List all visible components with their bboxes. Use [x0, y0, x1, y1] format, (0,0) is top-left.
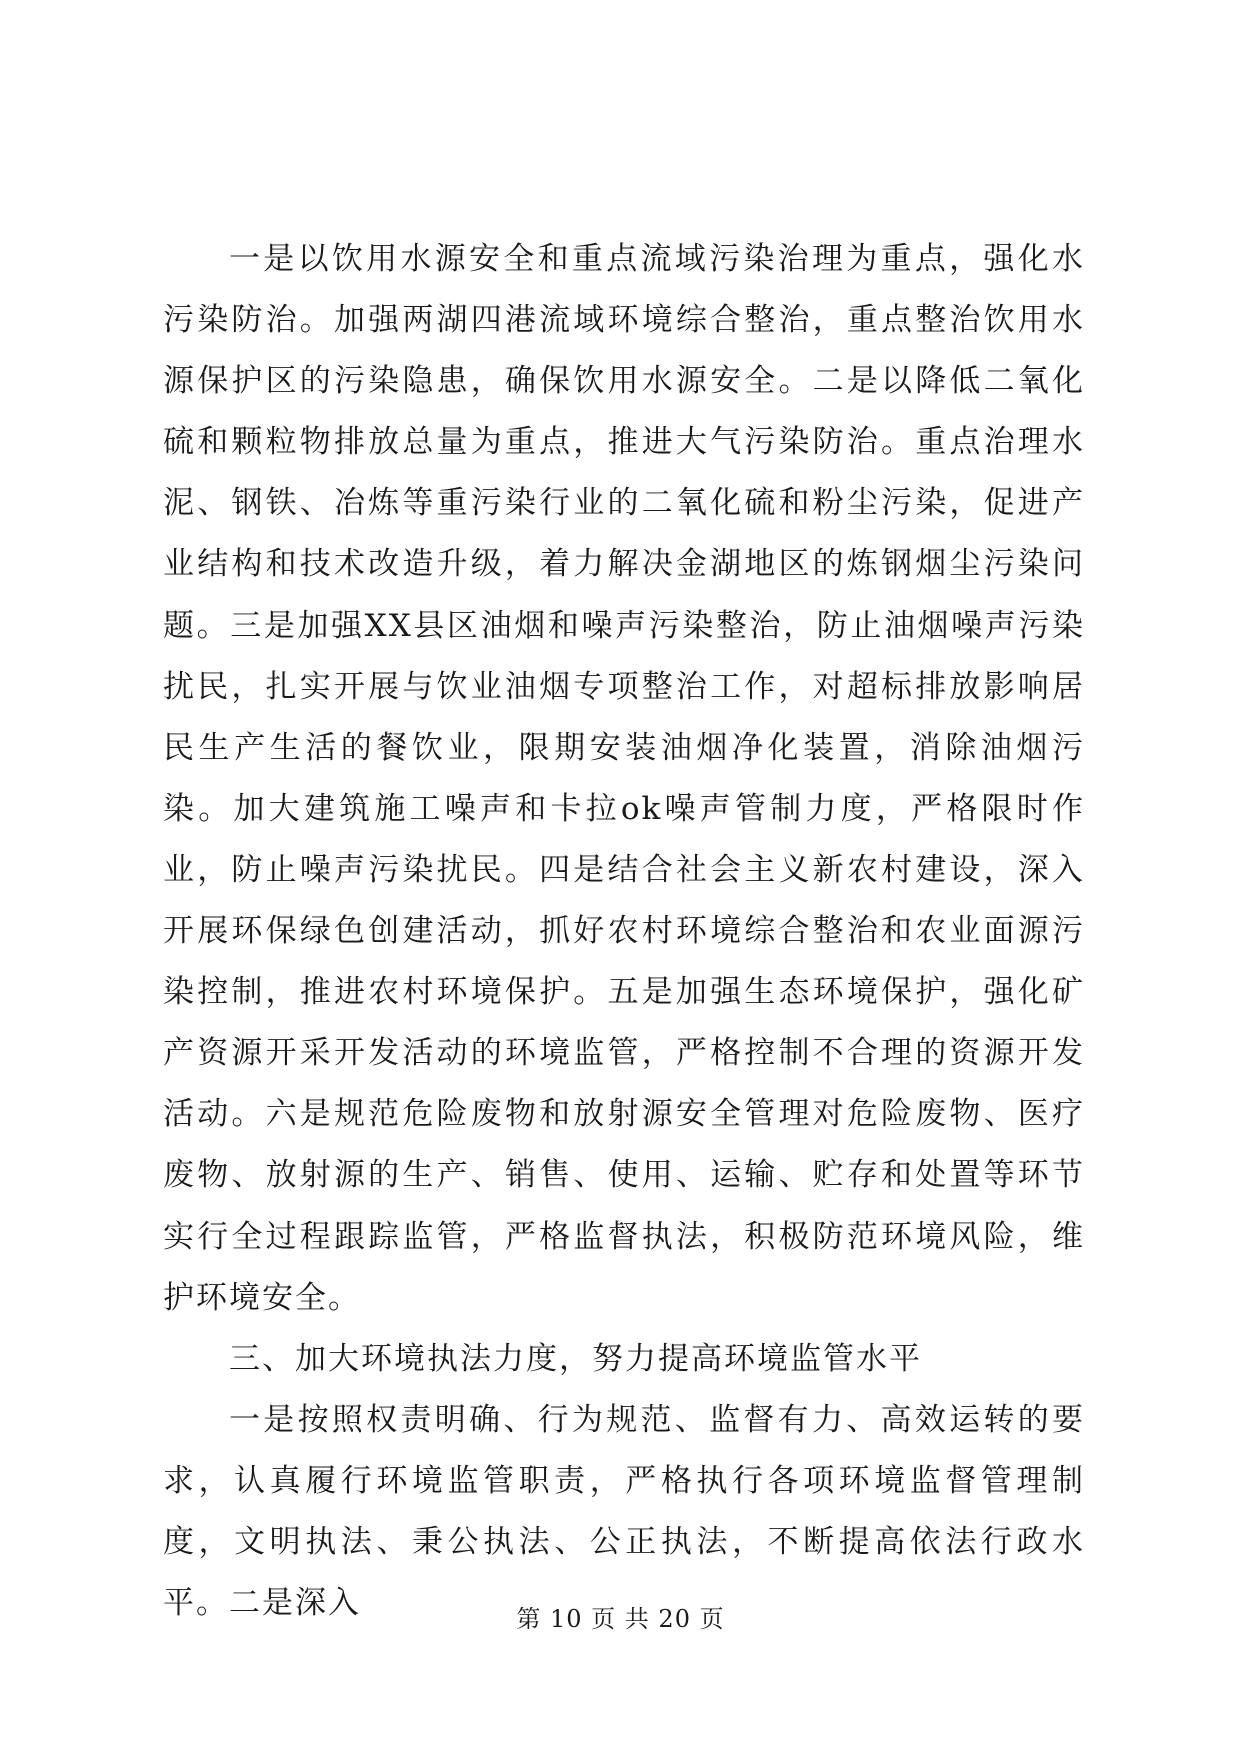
- body-paragraph-2: 一是按照权责明确、行为规范、监督有力、高效运转的要求，认真履行环境监管职责，严格执行各项环境监督管理制度，文明执法、秉公执法、公正执法，不断提高依法行政水平。二是深入: [163, 1401, 1085, 1622]
- document-body: [163, 229, 1085, 1634]
- section-heading: 三、加大环境执法力度，努力提高环境监管水平: [229, 1340, 922, 1377]
- body-paragraph-1: 一是以饮用水源安全和重点流域污染治理为重点，强化水污染防治。加强两湖四港流域环境综合整治，重点整治饮用水源保护区的污染隐患，确保饮用水源安全。二是以降低二氧化硫和颗粒物排放总量为重点，推进大气污染防治。重点治理水泥、钢铁、冶炼等重污染行业的二氧化硫和粉尘污染，促进产业结构和技术改造升级，着力解决金湖地区的炼钢烟尘污染问题。三是加强XX县区油烟和噪声污染整治，防止油烟噪声污染扰民，扎实开展与饮业油烟专项整治工作，对超标排放影响居民生产生活的餐饮业，限期安装油烟净化装置，消除油烟污染。加大建筑施工噪声和卡拉ok噪声管制力度，严格限时作业，防止噪声污染扰民。四是结合社会主义新农村建设，深入开展环保绿色创建活动，抓好农村环境综合整治和农业面源污染控制，推进农村环境保护。五是加强生态环境保护，强化矿产资源开采开发活动的环境监管，严格控制不合理的资源开发活动。六是规范危险废物和放射源安全管理对危险废物、医疗废物、放射源的生产、销售、使用、运输、贮存和处置等环节实行全过程跟踪监管，严格监督执法，积极防范环境风险，维护环境安全。: [163, 241, 1085, 1316]
- page-number-footer: 第 10 页 共 20 页: [516, 1605, 725, 1633]
